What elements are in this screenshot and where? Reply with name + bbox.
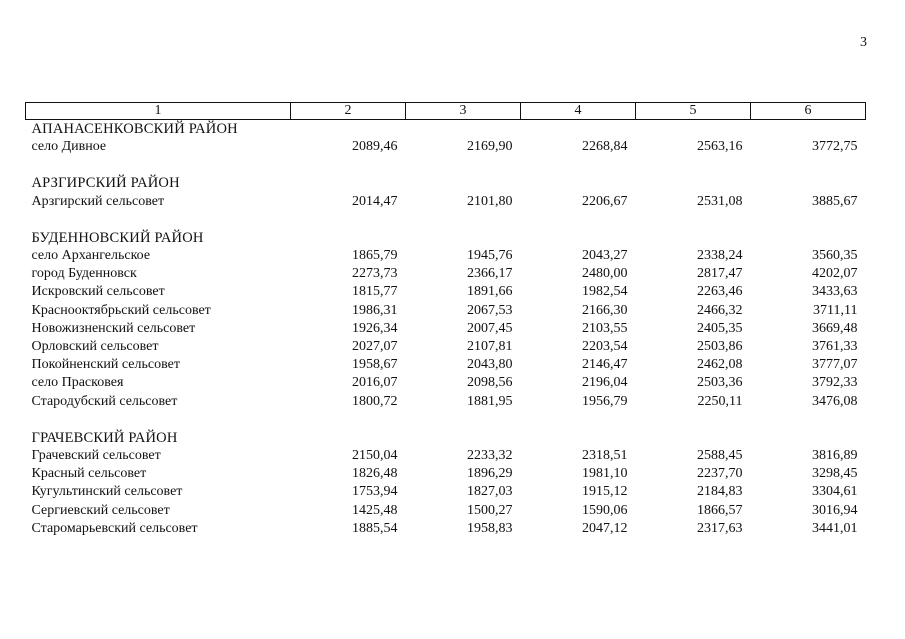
- value-cell: 2107,81: [467, 339, 513, 355]
- value-cell: 2169,90: [467, 139, 513, 155]
- column-header: 2: [291, 103, 406, 120]
- value-cell: 3885,67: [812, 193, 858, 209]
- settlement-name: Покойненский сельсовет: [31, 357, 180, 373]
- value-cell: 4202,07: [812, 266, 858, 282]
- value-cell: 1865,79: [352, 248, 398, 264]
- value-cell: 2196,04: [582, 375, 628, 391]
- table-row: [26, 356, 866, 374]
- table-row: [26, 247, 866, 265]
- value-cell: 1590,06: [582, 502, 628, 518]
- settlement-name: Старомарьевский сельсовет: [31, 520, 198, 536]
- value-cell: 3560,35: [812, 248, 858, 264]
- district-name: БУДЕННОВСКИЙ РАЙОН: [31, 229, 204, 246]
- column-header: 4: [521, 103, 636, 120]
- district-row: [26, 229, 866, 247]
- value-cell: 3016,94: [812, 502, 858, 518]
- settlement-name: Новожизненский сельсовет: [31, 320, 196, 336]
- value-cell: 1915,12: [582, 484, 628, 500]
- value-cell: 2206,67: [582, 193, 628, 209]
- value-cell: 3792,33: [812, 375, 858, 391]
- value-cell: 2466,32: [697, 302, 743, 318]
- value-cell: 2462,08: [697, 357, 743, 373]
- value-cell: 2503,86: [697, 339, 743, 355]
- value-cell: 1981,10: [582, 466, 628, 482]
- value-cell: 1815,77: [352, 284, 398, 300]
- value-cell: 1753,94: [352, 484, 398, 500]
- district-name: АПАНАСЕНКОВСКИЙ РАЙОН: [31, 121, 238, 137]
- value-cell: 3441,01: [812, 520, 858, 536]
- value-cell: 2273,73: [352, 266, 398, 282]
- settlement-name: село Архангельское: [31, 248, 151, 264]
- value-cell: 2250,11: [697, 393, 743, 409]
- value-cell: 1827,03: [467, 484, 513, 500]
- settlement-name: Орловский сельсовет: [31, 339, 159, 355]
- value-cell: 2366,17: [467, 266, 513, 282]
- column-header: 1: [26, 103, 291, 120]
- value-cell: 2166,30: [582, 302, 628, 318]
- column-header: 6: [751, 103, 866, 120]
- table-row: [26, 320, 866, 338]
- settlement-name: Грачевский сельсовет: [31, 448, 161, 464]
- table-row: [26, 374, 866, 392]
- value-cell: 3777,07: [812, 357, 858, 373]
- value-cell: 2047,12: [582, 520, 628, 536]
- data-table: [25, 102, 866, 538]
- settlement-name: Арзгирский сельсовет: [31, 193, 165, 209]
- value-cell: 2103,55: [582, 320, 628, 336]
- value-cell: 2101,80: [467, 193, 513, 209]
- value-cell: 1958,67: [352, 357, 398, 373]
- table-body: [26, 120, 866, 539]
- value-cell: 3772,75: [812, 139, 858, 155]
- value-cell: 1881,95: [467, 393, 513, 409]
- value-cell: 3433,63: [812, 284, 858, 300]
- settlement-name: Искровский сельсовет: [31, 284, 165, 300]
- value-cell: 1986,31: [352, 302, 398, 318]
- value-cell: 1826,48: [352, 466, 398, 482]
- value-cell: 2146,47: [582, 357, 628, 373]
- value-cell: 2043,27: [582, 248, 628, 264]
- settlement-name: село Дивное: [31, 139, 107, 155]
- value-cell: 2503,36: [697, 375, 743, 391]
- value-cell: 1956,79: [582, 393, 628, 409]
- spacer-row: [26, 411, 866, 429]
- column-header: 5: [636, 103, 751, 120]
- value-cell: 3304,61: [812, 484, 858, 500]
- settlement-name: Стародубский сельсовет: [31, 393, 178, 409]
- value-cell: 2233,32: [467, 448, 513, 464]
- value-cell: 3761,33: [812, 339, 858, 355]
- column-header: 3: [406, 103, 521, 120]
- table-row: [26, 520, 866, 538]
- settlement-name: Красный сельсовет: [31, 466, 147, 482]
- value-cell: 2237,70: [697, 466, 743, 482]
- value-cell: 2150,04: [352, 448, 398, 464]
- value-cell: 3669,48: [812, 320, 858, 336]
- value-cell: 2531,08: [697, 193, 743, 209]
- value-cell: 3711,11: [813, 302, 858, 318]
- value-cell: 2268,84: [582, 139, 628, 155]
- value-cell: 3298,45: [812, 466, 858, 482]
- table-row: [26, 502, 866, 520]
- table-row: [26, 393, 866, 411]
- district-row: [26, 429, 866, 447]
- spacer-row: [26, 156, 866, 174]
- table-row: [26, 483, 866, 501]
- table-row: [26, 283, 866, 301]
- value-cell: 2317,63: [697, 520, 743, 536]
- value-cell: 1896,29: [467, 466, 513, 482]
- value-cell: 2043,80: [467, 357, 513, 373]
- spacer-row: [26, 211, 866, 229]
- value-cell: 2588,45: [697, 448, 743, 464]
- value-cell: 1800,72: [352, 393, 398, 409]
- value-cell: 2405,35: [697, 320, 743, 336]
- page-number: 3: [860, 35, 867, 50]
- value-cell: 1982,54: [582, 284, 628, 300]
- header-row: [26, 103, 866, 120]
- value-cell: 1885,54: [352, 520, 398, 536]
- district-row: [26, 174, 866, 192]
- value-cell: 2027,07: [352, 339, 398, 355]
- table-row: [26, 265, 866, 283]
- value-cell: 2318,51: [582, 448, 628, 464]
- value-cell: 2203,54: [582, 339, 628, 355]
- value-cell: 2014,47: [352, 193, 398, 209]
- value-cell: 2184,83: [697, 484, 743, 500]
- table-row: [26, 193, 866, 211]
- value-cell: 1425,48: [352, 502, 398, 518]
- settlement-name: село Прасковея: [31, 375, 124, 391]
- value-cell: 2563,16: [697, 139, 743, 155]
- table-header: [26, 103, 866, 120]
- table-row: [26, 465, 866, 483]
- value-cell: 2089,46: [352, 139, 398, 155]
- value-cell: 2098,56: [467, 375, 513, 391]
- value-cell: 2480,00: [582, 266, 628, 282]
- settlement-name: Краснооктябрьский сельсовет: [31, 302, 211, 318]
- value-cell: 3476,08: [812, 393, 858, 409]
- settlement-name: город Буденновск: [31, 266, 137, 282]
- district-name: АРЗГИРСКИЙ РАЙОН: [31, 175, 180, 192]
- district-row: [26, 120, 866, 139]
- table-row: [26, 302, 866, 320]
- value-cell: 2817,47: [697, 266, 743, 282]
- value-cell: 3816,89: [812, 448, 858, 464]
- value-cell: 1958,83: [467, 520, 513, 536]
- value-cell: 1866,57: [697, 502, 743, 518]
- value-cell: 2067,53: [467, 302, 513, 318]
- value-cell: 1891,66: [467, 284, 513, 300]
- settlement-name: Сергиевский сельсовет: [31, 502, 170, 518]
- table-row: [26, 338, 866, 356]
- settlement-name: Кугультинский сельсовет: [31, 484, 183, 500]
- district-name: ГРАЧЕВСКИЙ РАЙОН: [31, 429, 178, 446]
- table-row: [26, 447, 866, 465]
- value-cell: 1926,34: [352, 320, 398, 336]
- value-cell: 2263,46: [697, 284, 743, 300]
- value-cell: 2338,24: [697, 248, 743, 264]
- value-cell: 2016,07: [352, 375, 398, 391]
- table-row: [26, 138, 866, 156]
- value-cell: 1945,76: [467, 248, 513, 264]
- value-cell: 2007,45: [467, 320, 513, 336]
- value-cell: 1500,27: [467, 502, 513, 518]
